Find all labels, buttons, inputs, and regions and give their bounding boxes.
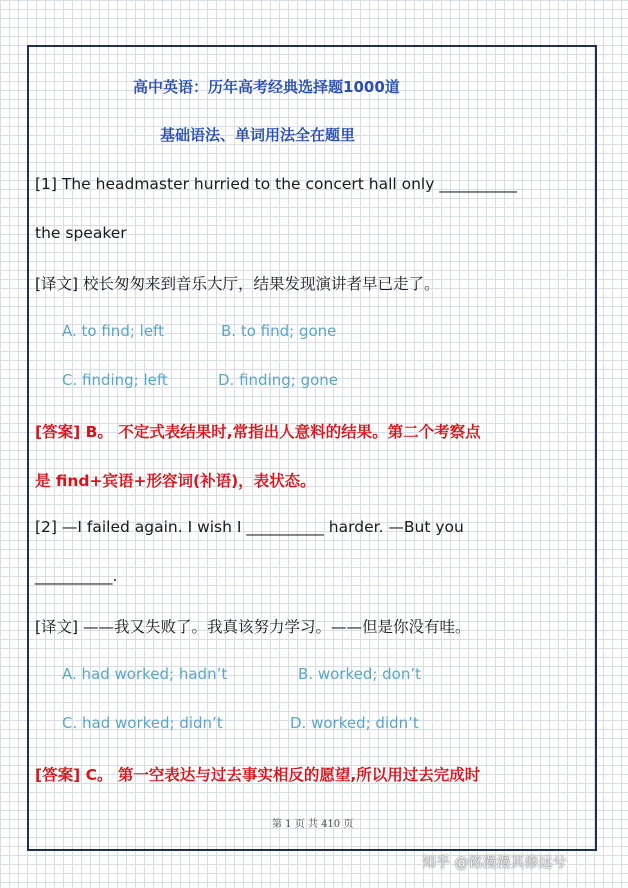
question-2-translation: [译文] ——我又失败了。我真该努力学习。——但是你没有哇。 (35, 618, 471, 636)
question-2-option-d: D. worked; didn’t (290, 714, 419, 732)
question-1-option-d: D. finding; gone (218, 371, 339, 389)
question-1-answer-line-1: [答案] B。 不定式表结果时,常指出人意料的结果。第二个考察点 (35, 423, 481, 441)
question-1-answer-line-2: 是 find+宾语+形容词(补语)，表状态。 (35, 472, 316, 490)
question-1-option-b: B. to find; gone (221, 322, 337, 340)
watermark: 知乎 @铭漫漫其修远兮 (422, 855, 567, 871)
page-footer: 第 1 页 共 410 页 (272, 819, 354, 830)
question-2-line-1: [2] —I failed again. I wish I __________ harder. —But you (35, 518, 464, 536)
question-2-option-c: C. had worked; didn’t (62, 714, 223, 732)
title-line-2: 基础语法、单词用法全在题里 (160, 126, 356, 144)
question-1-option-a: A. to find; left (62, 322, 164, 340)
question-1-line-1: [1] The headmaster hurried to the concert hall only __________ (35, 175, 517, 193)
question-2-option-b: B. worked; don’t (298, 665, 422, 683)
question-2-option-a: A. had worked; hadn’t (62, 665, 228, 683)
question-1-option-c: C. finding; left (62, 371, 168, 389)
question-1-translation: [译文] 校长匆匆来到音乐大厅，结果发现演讲者早已走了。 (35, 275, 440, 293)
question-2-answer-line-1: [答案] C。 第一空表达与过去事实相反的愿望,所以用过去完成时 (35, 766, 481, 784)
question-2-line-2: __________. (35, 567, 118, 585)
title-line-1: 高中英语：历年高考经典选择题1000道 (133, 78, 400, 96)
question-1-line-2: the speaker (35, 224, 127, 242)
